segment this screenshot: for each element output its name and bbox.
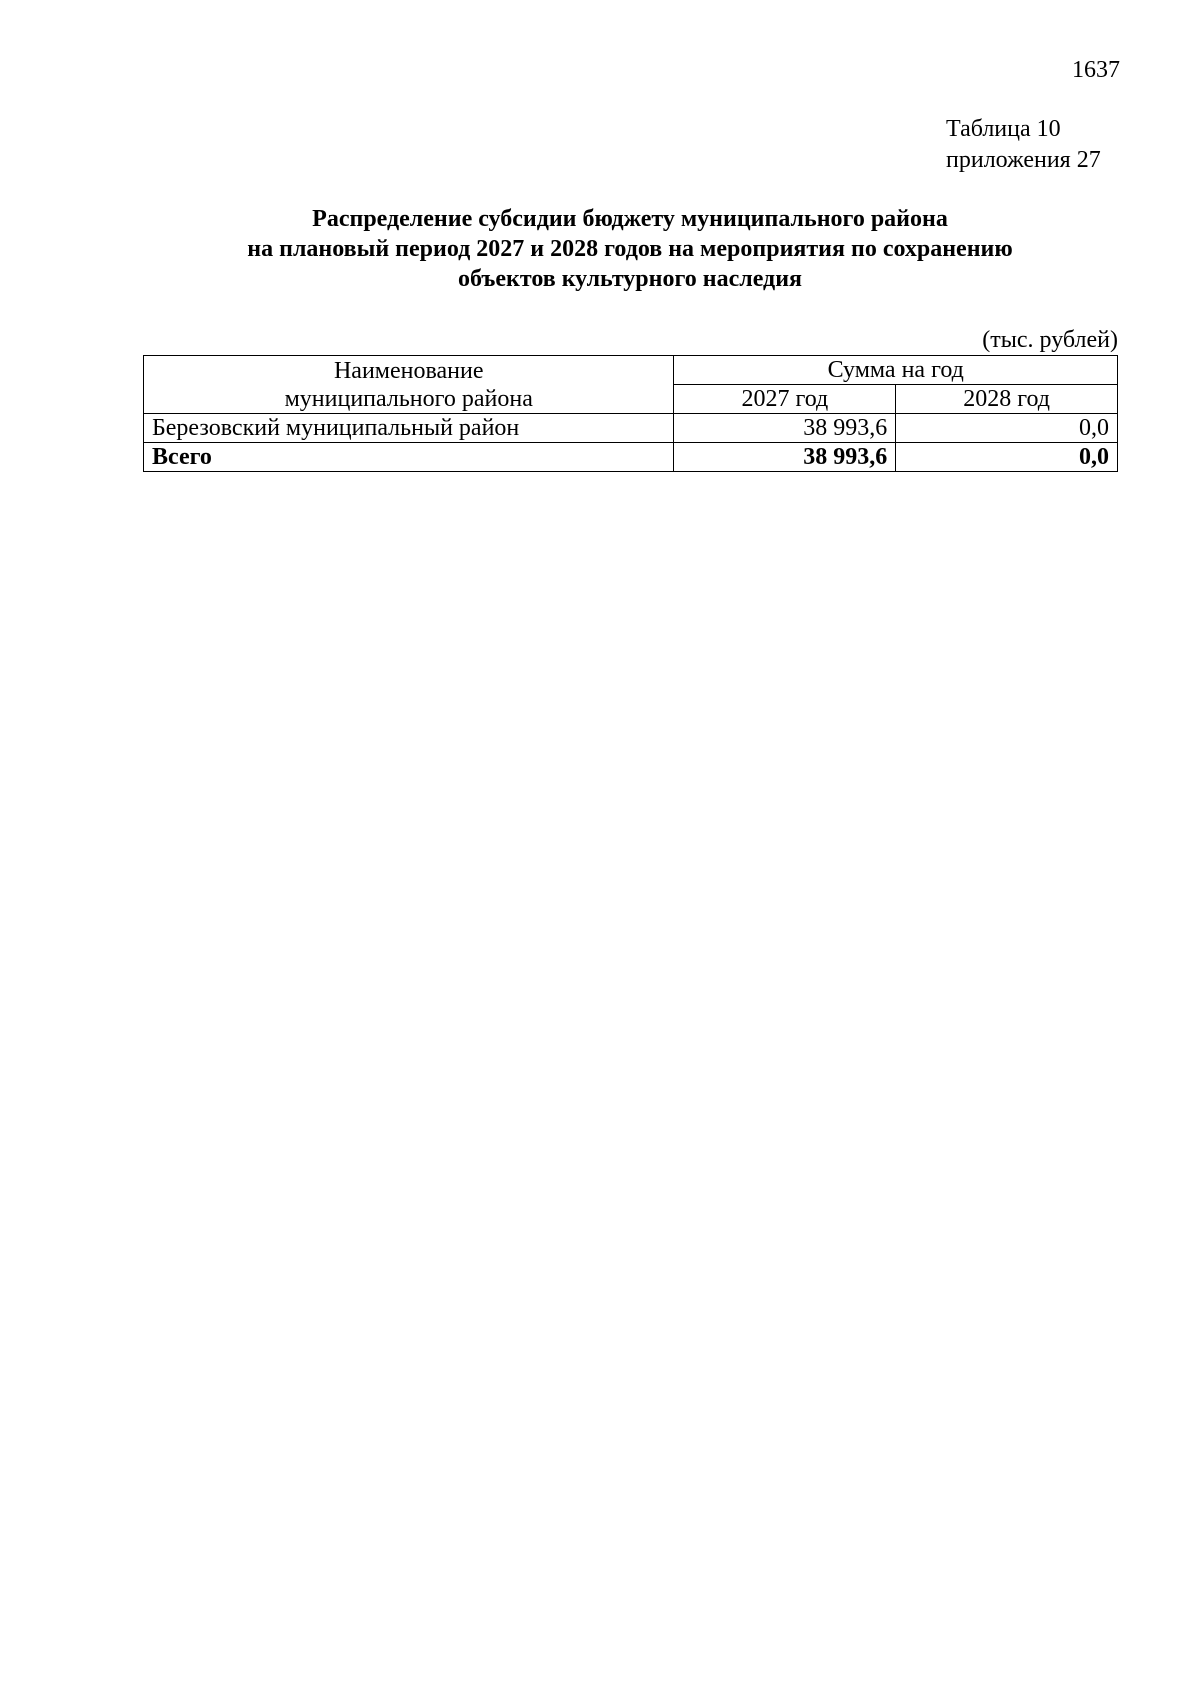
- table-header-row-1: [144, 356, 1118, 385]
- cell-total-label: Всего: [144, 443, 674, 472]
- header-year-2028: 2028 год: [896, 385, 1118, 414]
- units-note: (тыс. рублей): [982, 327, 1118, 353]
- table-reference-line-1: Таблица 10: [946, 116, 1061, 142]
- header-district-name-line-1: Наименование: [333, 357, 484, 384]
- subsidy-table: [143, 355, 1118, 472]
- document-title-line-2: на плановый период 2027 и 2028 годов на мероприятия по сохранению: [247, 236, 1013, 262]
- cell-total-2028: 0,0: [896, 443, 1118, 472]
- table-total-row: [144, 443, 1118, 472]
- header-district-name-line-2: муниципального района: [284, 385, 533, 412]
- cell-value-2028: 0,0: [896, 414, 1118, 443]
- table-reference-line-2: приложения 27: [946, 147, 1101, 173]
- document-title-line-1: Распределение субсидии бюджету муниципального района: [312, 206, 948, 232]
- header-district-name: [144, 356, 674, 414]
- page-number: 1637: [1072, 57, 1120, 83]
- table-reference: [946, 114, 1101, 176]
- header-year-2027: 2027 год: [674, 385, 896, 414]
- cell-value-2027: 38 993,6: [674, 414, 896, 443]
- document-title: [144, 204, 1116, 294]
- document-title-line-3: объектов культурного наследия: [457, 266, 803, 292]
- cell-district-name: Березовский муниципальный район: [144, 414, 674, 443]
- header-sum-per-year: Сумма на год: [674, 356, 1118, 385]
- table-row: [144, 414, 1118, 443]
- cell-total-2027: 38 993,6: [674, 443, 896, 472]
